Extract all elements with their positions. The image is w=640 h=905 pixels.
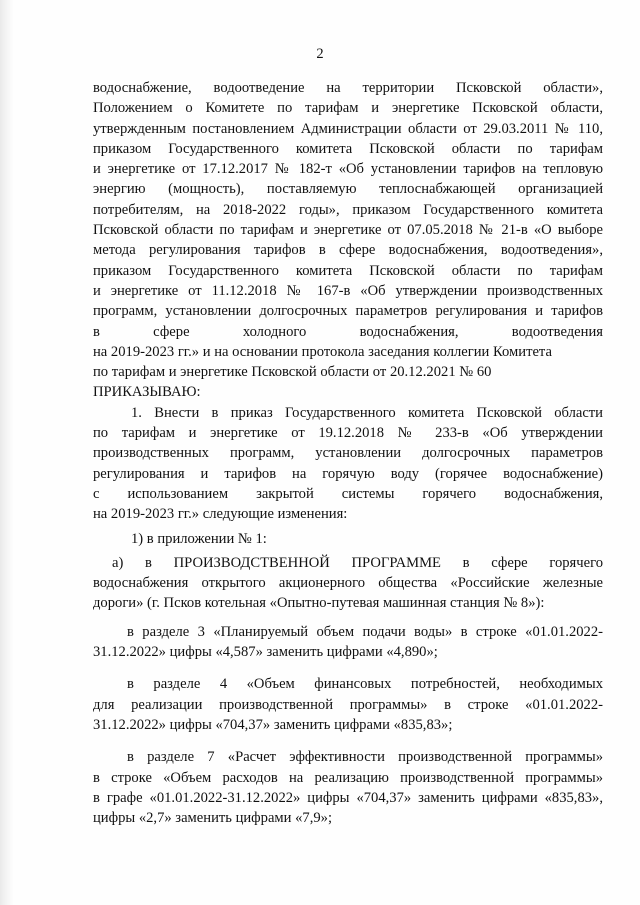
text-line: по тарифам и энергетике от 19.12.2018 № 233-в «Об утверждении [93, 425, 603, 442]
text-line: утвержденным постановлением Администрации области от 29.03.2011 № 110, [93, 120, 603, 137]
text-line: 31.12.2022» цифры «704,37» заменить цифрами «835,83»; [93, 716, 453, 733]
text-line: приказом Государственного комитета Псковской области по тарифам [93, 140, 603, 157]
intro-paragraph [93, 78, 603, 382]
text-line: Псковской области по тарифам и энергетике от 07.05.2018 № 21-в «О выборе [93, 222, 603, 239]
text-line: потребителям, на 2018-2022 годы», приказом Государственного комитета [93, 201, 603, 218]
text-line: на 2019-2023 гг.» и на основании протокола заседания коллегии Комитета [93, 343, 552, 360]
text-line: и энергетике от 17.12.2017 № 182-т «Об установлении тарифов на тепловую [93, 161, 603, 178]
text-line: регулирования и тарифов на горячую воду (горячее водоснабжение) [93, 465, 603, 482]
text-line: водоснабжение, водоотведение на территории Псковской области», [93, 80, 603, 96]
text-line: дороги» (г. Псков котельная «Опытно-путевая машинная станция № 8»): [93, 595, 545, 612]
text-line: в графе «01.01.2022-31.12.2022» цифры «704,37» заменить цифрами «835,83», [93, 789, 603, 806]
section-4-paragraph [93, 674, 603, 735]
text-line: в сфере холодного водоснабжения, водоотведения [93, 323, 603, 340]
text-line: 31.12.2022» цифры «4,587» заменить цифрами «4,890»; [93, 644, 438, 661]
text-line: и энергетике от 11.12.2018 № 167-в «Об утверждении производственных [93, 282, 603, 299]
section-7-paragraph [93, 747, 603, 828]
text-line: 1. Внести в приказ Государственного комитета Псковской области [131, 404, 603, 421]
page-number: 2 [316, 46, 324, 62]
text-line: Положением о Комитете по тарифам и энергетике Псковской области, [93, 100, 603, 117]
subpoint-a-paragraph [93, 553, 603, 614]
text-line: водоснабжения открытого акционерного общества «Российские железные [93, 575, 603, 592]
text-line: в разделе 4 «Объем финансовых потребностей, необходимых [127, 676, 603, 693]
text-line: цифры «2,7» заменить цифрами «7,9»; [93, 810, 333, 827]
text-line: на 2019-2023 гг.» следующие изменения: [93, 506, 348, 523]
text-line: приказом Государственного комитета Псковской области по тарифам [93, 262, 603, 279]
scan-edge-shadow [0, 0, 14, 905]
point-1-paragraph [93, 403, 603, 525]
text-line: с использованием закрытой системы горячего водоснабжения, [93, 485, 603, 502]
order-heading: ПРИКАЗЫВАЮ: [93, 384, 201, 401]
text-line: метода регулирования тарифов в сфере водоснабжения, водоотведения», [93, 242, 603, 259]
text-line: в разделе 3 «Планируемый объем подачи воды» в строке «01.01.2022- [127, 623, 603, 640]
subpoint-1: 1) в приложении № 1: [131, 530, 267, 547]
text-line: программ, установлении долгосрочных параметров регулирования и тарифов [93, 303, 603, 320]
text-line: в разделе 7 «Расчет эффективности производственной программы» [127, 749, 603, 766]
text-line: для реализации производственной программы» в строке «01.01.2022- [93, 696, 603, 713]
text-line: энергию (мощность), поставляемую теплоснабжающей организацией [93, 181, 603, 198]
text-line: по тарифам и энергетике Псковской области от 20.12.2021 № 60 [93, 364, 492, 381]
document-body [93, 78, 603, 828]
text-line: производственных программ, установлении долгосрочных параметров [93, 445, 603, 462]
section-3-paragraph [93, 622, 603, 663]
text-line: а) в ПРОИЗВОДСТВЕННОЙ ПРОГРАММЕ в сфере горячего [112, 554, 603, 571]
text-line: в строке «Объем расходов на реализацию производственной программы» [93, 769, 603, 786]
